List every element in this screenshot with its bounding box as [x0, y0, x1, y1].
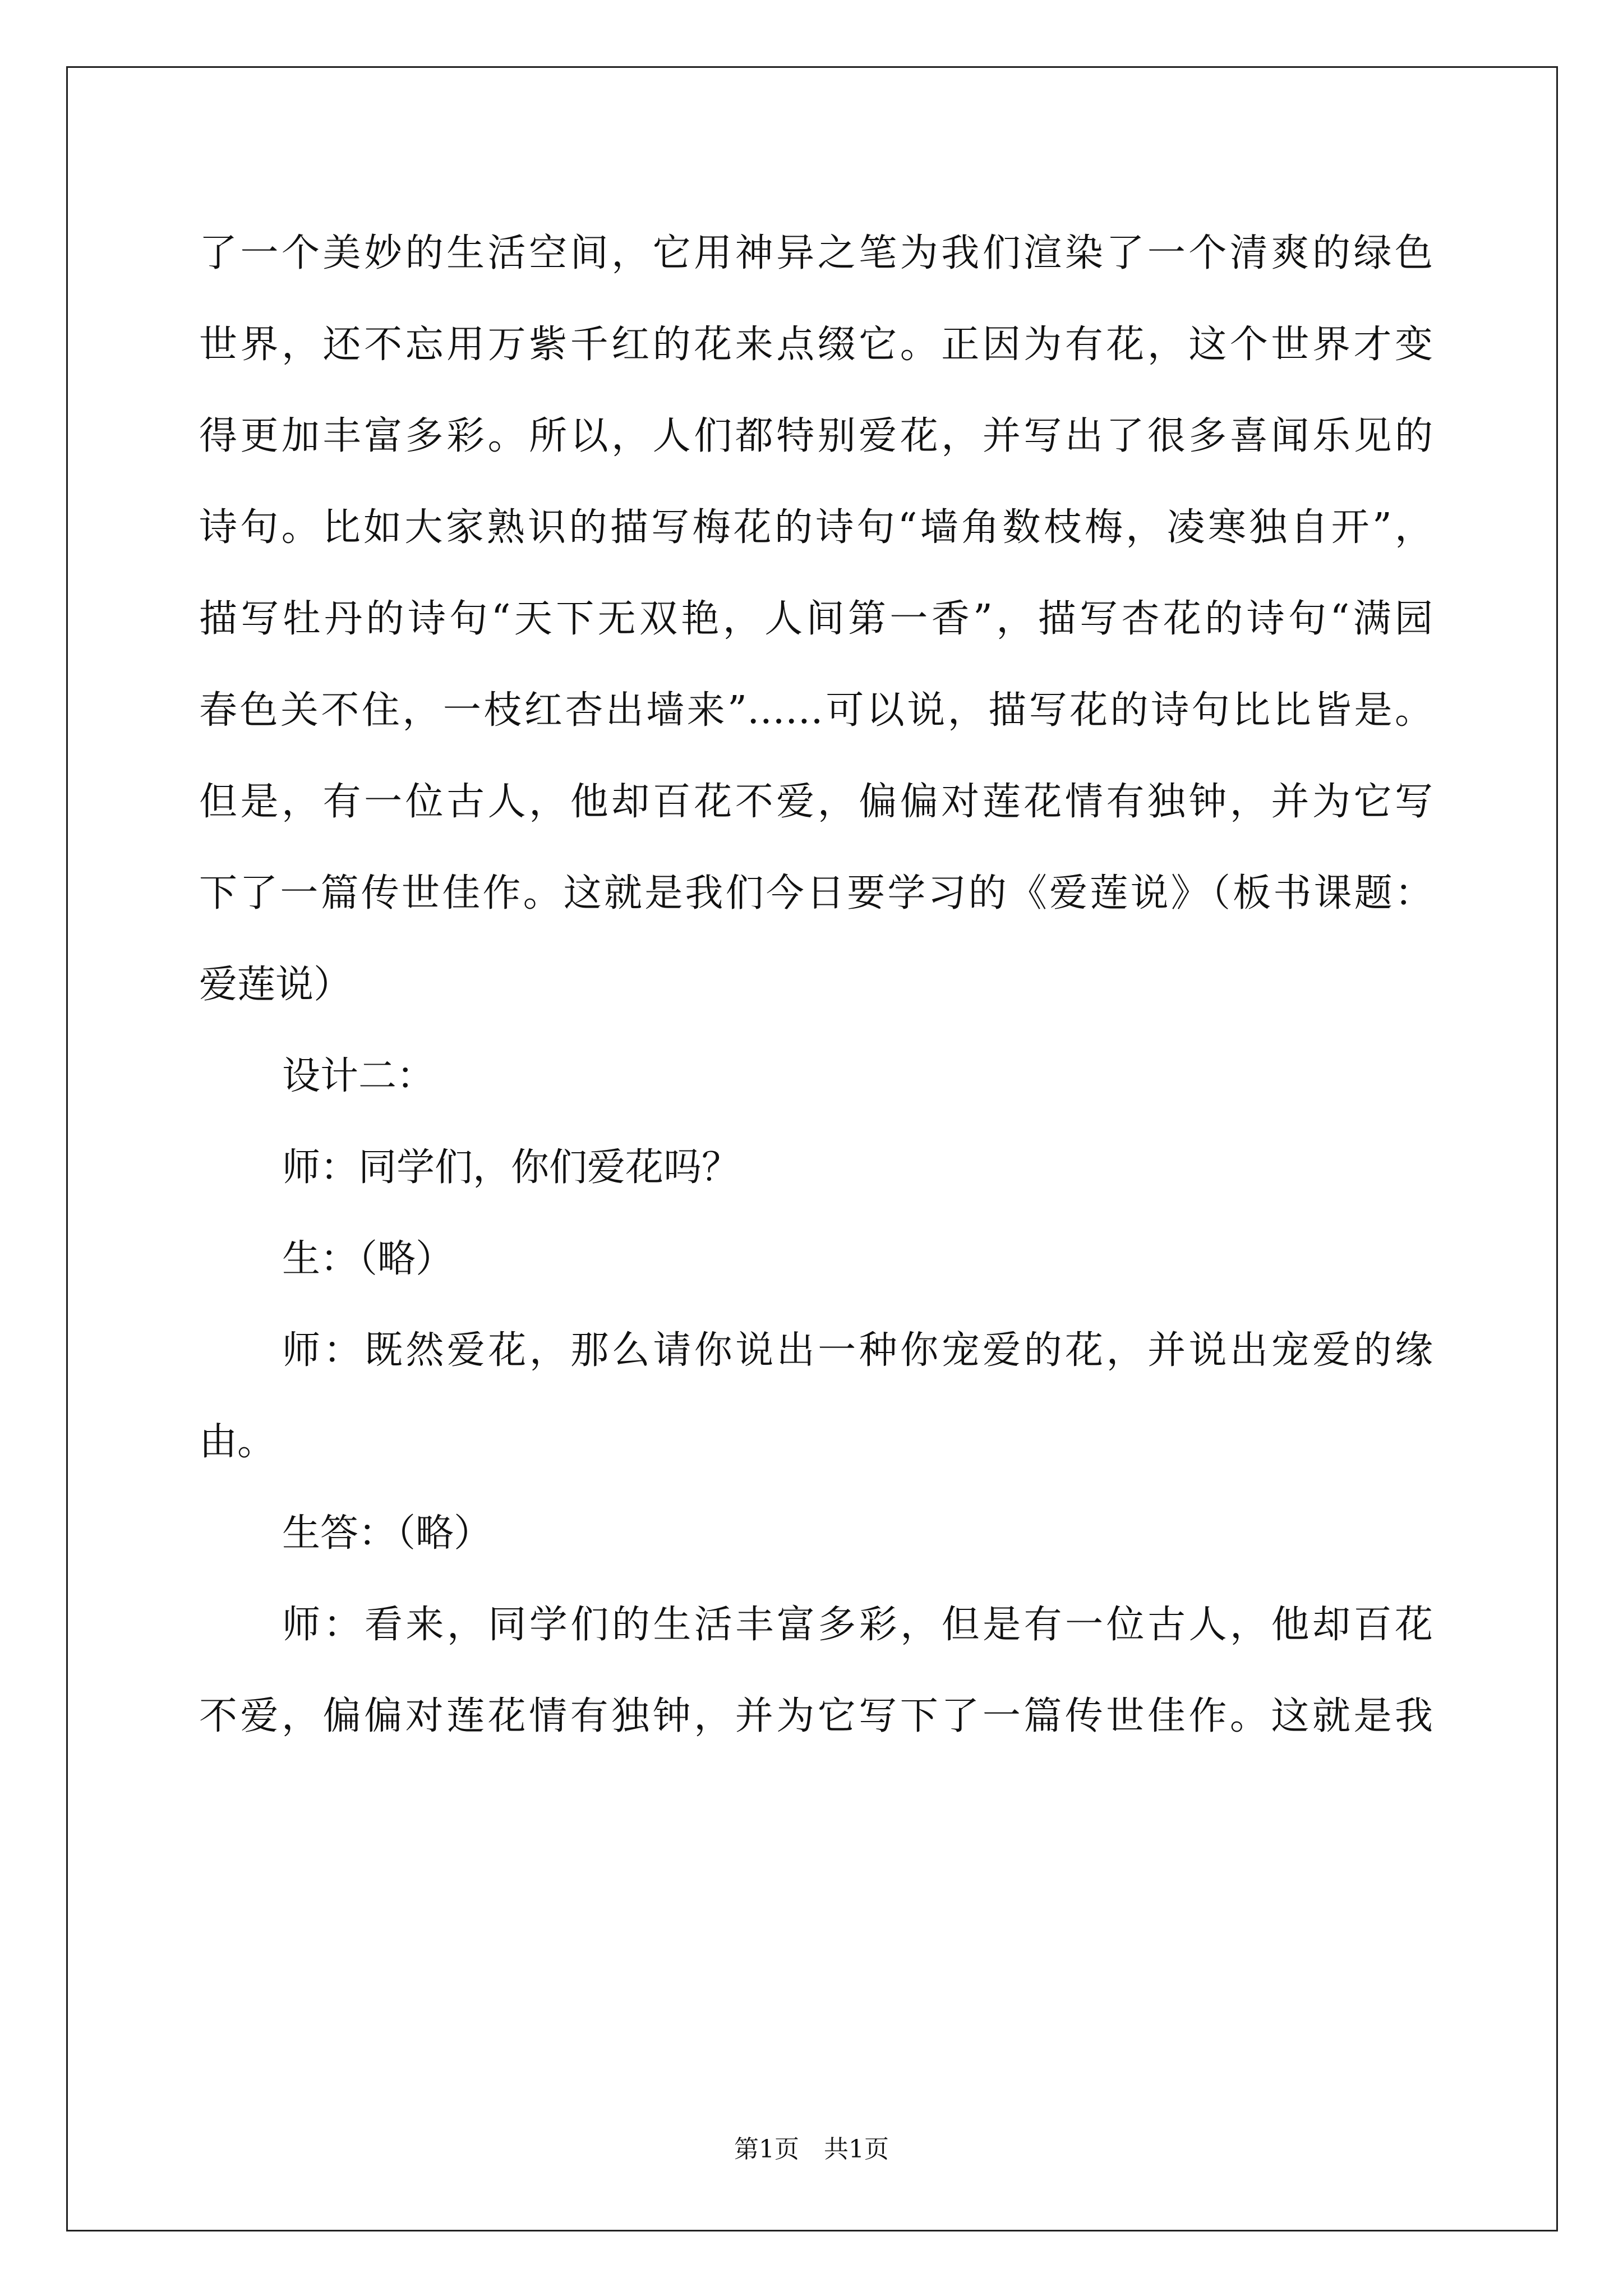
- text-line: 不爱，偏偏对莲花情有独钟，并为它写下了一篇传世佳作。这就是我: [199, 1694, 1433, 1738]
- text-line: 描写牡丹的诗句“天下无双艳，人间第一香”，描写杏花的诗句“满园: [199, 597, 1433, 641]
- text-line: 得更加丰富多彩。所以，人们都特别爱花，并写出了很多喜闻乐见的: [199, 414, 1433, 458]
- dialogue-line: 生答：（略）: [282, 1511, 492, 1556]
- text-line: 春色关不住，一枝红杏出墙来”……可以说，描写花的诗句比比皆是。: [199, 688, 1433, 733]
- text-line: 诗句。比如大家熟识的描写梅花的诗句“墙角数枝梅，凌寒独自开”，: [199, 505, 1433, 550]
- text-line: 了一个美妙的生活空间，它用神异之笔为我们渲染了一个清爽的绿色: [199, 231, 1433, 275]
- page-footer: 第1页 共1页: [734, 2135, 889, 2164]
- dialogue-line: 师：同学们，你们爱花吗？: [282, 1145, 740, 1190]
- text-line: 世界，还不忘用万紫千红的花来点缀它。正因为有花，这个世界才变: [199, 323, 1433, 367]
- text-line: 但是，有一位古人，他却百花不爱，偏偏对莲花情有独钟，并为它写: [199, 780, 1433, 824]
- text-line: 由。: [199, 1420, 276, 1464]
- dialogue-line: 师：既然爱花，那么请你说出一种你宠爱的花，并说出宠爱的缘: [282, 1328, 1433, 1373]
- dialogue-line: 师：看来，同学们的生活丰富多彩，但是有一位古人，他却百花: [282, 1603, 1433, 1647]
- document-body: [199, 208, 1433, 1762]
- text-line: 爱莲说）: [199, 963, 352, 1007]
- text-line: 下了一篇传世佳作。这就是我们今日要学习的《爱莲说》（板书课题：: [199, 871, 1433, 915]
- dialogue-line: 生：（略）: [282, 1237, 454, 1281]
- section-heading: 设计二：: [282, 1054, 435, 1098]
